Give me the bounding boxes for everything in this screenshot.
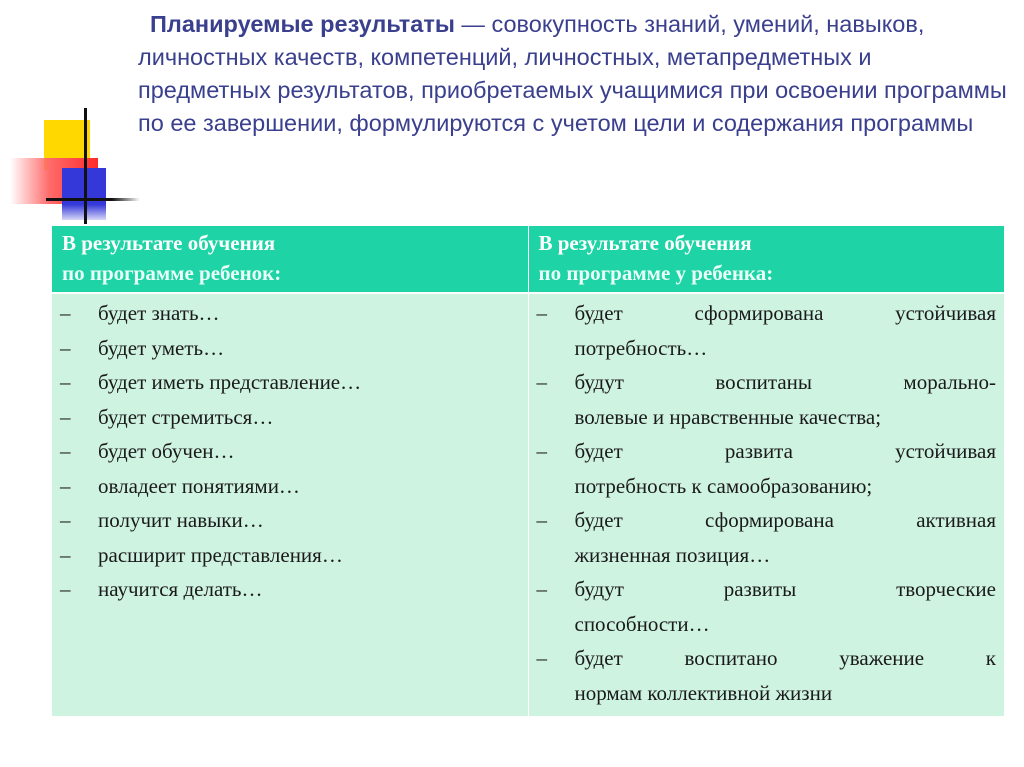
dash: –	[60, 404, 71, 429]
list-item	[537, 296, 997, 365]
header-cell-right	[528, 226, 1004, 293]
list-item-text-line1: будет развита устойчивая	[574, 439, 996, 463]
list-item-text-line2: волевые и нравственные качества;	[574, 404, 882, 429]
list-item-text: будет обучен…	[98, 439, 235, 463]
list-item	[537, 641, 997, 710]
list-item-text: овладеет понятиями…	[98, 473, 300, 498]
list-item	[537, 572, 997, 641]
dash: –	[536, 577, 547, 601]
list-item	[60, 572, 520, 607]
header-left-line2: по программе ребенок:	[62, 261, 282, 285]
list-item	[60, 400, 520, 435]
decorative-squares	[0, 100, 140, 230]
list-item	[537, 434, 997, 503]
dash: –	[60, 301, 71, 325]
list-item	[60, 331, 520, 366]
dash: –	[60, 508, 71, 532]
list-item	[60, 503, 520, 538]
page-heading	[138, 8, 1008, 140]
dash: –	[60, 335, 71, 360]
dash: –	[60, 577, 71, 601]
list-item-text: будет уметь…	[98, 335, 225, 360]
list-item-text: получит навыки…	[98, 508, 264, 532]
list-item-text-line1: будут воспитаны морально-	[574, 370, 996, 394]
list-item-text-line2: способности…	[574, 611, 710, 636]
list-item-text: научится делать…	[98, 577, 263, 601]
vertical-line	[84, 108, 87, 224]
list-item-text: расширит представления…	[98, 542, 343, 567]
list-item-text-line1: будет воспитано уважение к	[574, 646, 996, 670]
list-item	[60, 365, 520, 400]
left-list	[60, 296, 520, 607]
list-item	[60, 296, 520, 331]
horizontal-line	[46, 198, 140, 201]
header-right-line1: В результате обучения	[538, 231, 752, 255]
list-item-text-line2: потребность к самообразованию;	[574, 473, 873, 498]
list-item	[537, 503, 997, 572]
header-left-line1: В результате обучения	[62, 231, 276, 255]
heading-term: Планируемые результаты	[150, 11, 455, 37]
dash: –	[536, 646, 547, 670]
dash: –	[536, 370, 547, 394]
list-item-text-line1: будут развиты творческие	[574, 577, 996, 601]
results-table	[52, 226, 1004, 716]
right-list	[537, 296, 997, 710]
list-item	[60, 434, 520, 469]
list-item-text: будет стремиться…	[98, 404, 274, 429]
list-item-text: будет знать…	[98, 301, 220, 325]
dash: –	[60, 439, 71, 463]
list-item	[60, 538, 520, 573]
heading-definition: — совокупность знаний, умений, навыков, личностных качеств, компетенций, личностных, метапредметных и предметных результатов, приобретаемых учащимися при освоении программы по ее завершении, формулируются с учетом цели и содержания программы	[138, 11, 1007, 136]
header-right-line2: по программе у ребенка:	[538, 261, 774, 285]
body-cell-left	[52, 293, 528, 716]
list-item	[537, 365, 997, 434]
list-item-text-line2: нормам коллективной жизни	[574, 680, 833, 705]
dash: –	[60, 542, 71, 567]
list-item-text-line2: потребность…	[574, 335, 708, 360]
dash: –	[60, 473, 71, 498]
table-body-row	[52, 293, 1004, 716]
list-item-text-line1: будет сформирована активная	[574, 508, 996, 532]
header-cell-left	[52, 226, 528, 293]
list-item-text-line2: жизненная позиция…	[574, 542, 771, 567]
dash: –	[60, 370, 71, 394]
dash: –	[536, 301, 547, 325]
list-item-text: будет иметь представление…	[98, 370, 362, 394]
dash: –	[536, 439, 547, 463]
dash: –	[536, 508, 547, 532]
table-header-row	[52, 226, 1004, 293]
body-cell-right	[528, 293, 1004, 716]
list-item	[60, 469, 520, 504]
list-item-text-line1: будет сформирована устойчивая	[574, 301, 996, 325]
